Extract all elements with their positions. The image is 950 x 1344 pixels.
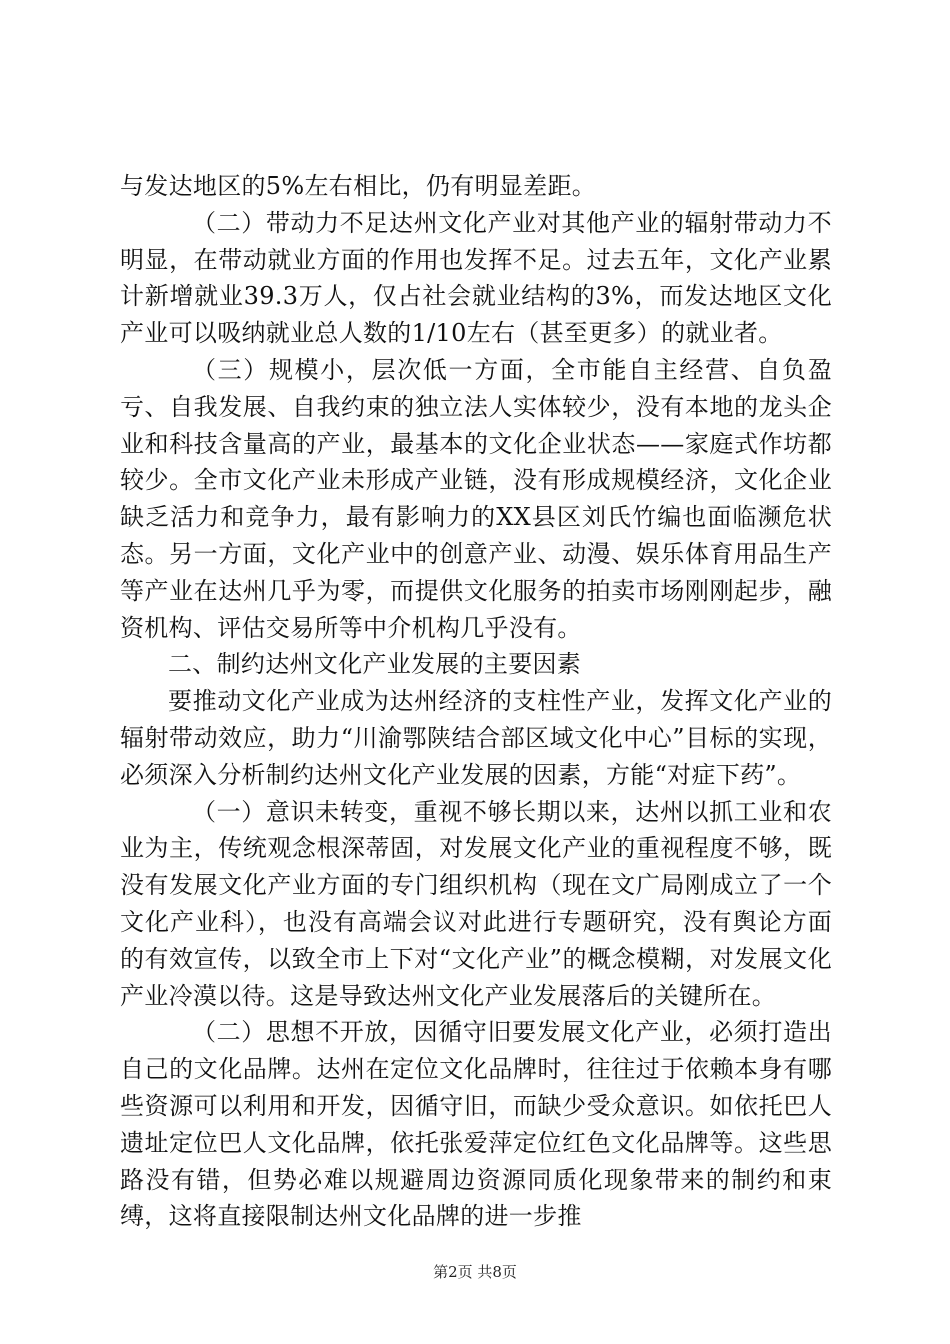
- paragraph-continuation: 与发达地区的5%左右相比，仍有明显差距。: [120, 172, 597, 200]
- paragraph-factor-1: （一）意识未转变，重视不够长期以来，达州以抓工业和农业为主，传统观念根深蒂固，对发展文化产业的重视程度不够，既没有发展文化产业方面的专门组织机构（现在文广局刚成立了一个文化产业科），也没有高端会议对此进行专题研究，没有舆论方面的有效宣传，以致全市上下对“文化产业”的概念模糊，对发展文化产业冷漠以待。这是导致达州文化产业发展落后的关键所在。: [120, 797, 832, 1010]
- document-body: [120, 168, 832, 1235]
- page-indicator: 第2页 共8页: [433, 1263, 517, 1281]
- paragraph-intro: 要推动文化产业成为达州经济的支柱性产业，发挥文化产业的辐射带动效应，助力“川渝鄂陕结合部区域文化中心”目标的实现，必须深入分析制约达州文化产业发展的因素，方能“对症下药”。: [120, 687, 832, 789]
- section-heading-2: 二、制约达州文化产业发展的主要因素: [168, 650, 582, 679]
- paragraph-section-2-3: （三）规模小，层次低一方面，全市能自主经营、自负盈亏、自我发展、自我约束的独立法人实体较少，没有本地的龙头企业和科技含量高的产业，最基本的文化企业状态——家庭式作坊都较少。全市文化产业未形成产业链，没有形成规模经济，文化企业缺乏活力和竞争力，最有影响力的XX县区刘氏竹编也面临濒危状态。另一方面，文化产业中的创意产业、动漫、娱乐体育用品生产等产业在达州几乎为零，而提供文化服务的拍卖市场刚刚起步，融资机构、评估交易所等中介机构几乎没有。: [120, 355, 832, 642]
- page-footer: [0, 1262, 950, 1282]
- paragraph-section-2-2: （二）带动力不足达州文化产业对其他产业的辐射带动力不明显，在带动就业方面的作用也发挥不足。过去五年，文化产业累计新增就业39.3万人，仅占社会就业结构的3%，而发达地区文化产业可以吸纳就业总人数的1/10左右（甚至更多）的就业者。: [120, 208, 832, 348]
- paragraph-factor-2: （二）思想不开放，因循守旧要发展文化产业，必须打造出自己的文化品牌。达州在定位文化品牌时，往往过于依赖本身有哪些资源可以利用和开发，因循守旧，而缺少受众意识。如依托巴人遗址定位巴人文化品牌，依托张爱萍定位红色文化品牌等。这些思路没有错，但势必难以规避周边资源同质化现象带来的制约和束缚，这将直接限制达州文化品牌的进一步推: [120, 1018, 832, 1231]
